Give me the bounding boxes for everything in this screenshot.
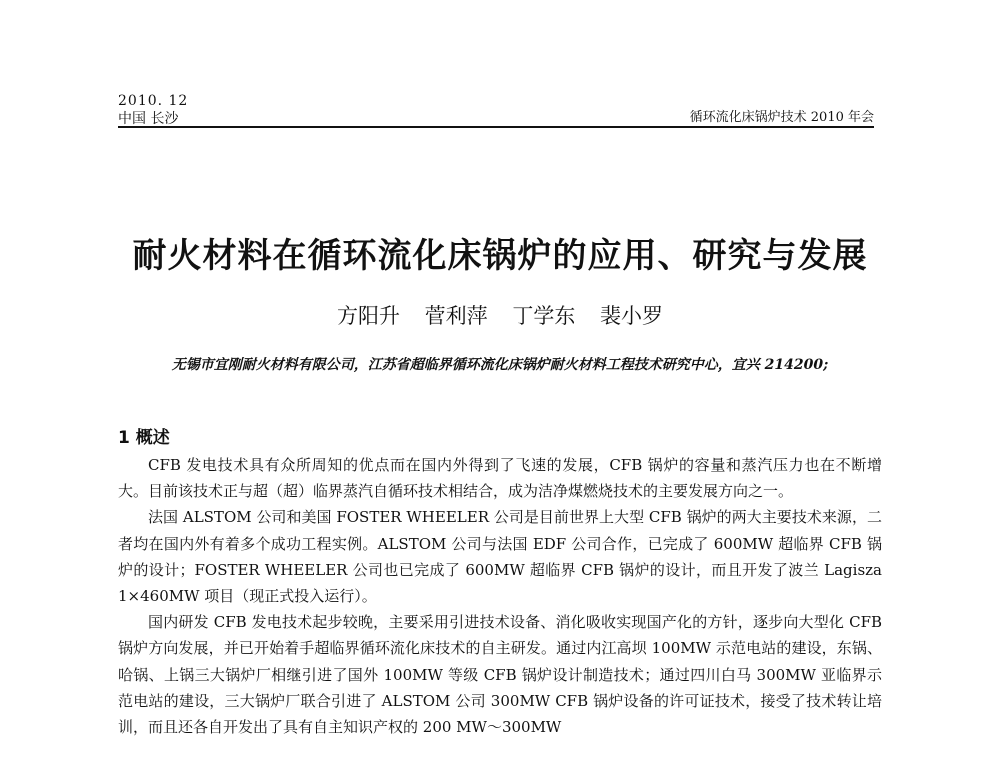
paragraph: CFB 发电技术具有众所周知的优点而在国内外得到了飞速的发展，CFB 锅炉的容量和蒸汽压力也在不断增大。目前该技术正与超（超）临界蒸汽自循环技术相结合，成为洁净煤燃烧技术的主要发展方向之一。 — [118, 456, 882, 501]
paragraph: 国内研发 CFB 发电技术起步较晚，主要采用引进技术设备、消化吸收实现国产化的方针，逐步向大型化 CFB 锅炉方向发展，并已开始着手超临界循环流化床技术的自主研发。通过内江高坝 100MW 示范电站的建设，东锅、哈锅、上锅三大锅炉厂相继引进了国外 100MW 等级 CFB 锅炉设计制造技术；通过四川白马 300MW 亚临界示范电站的建设，三大锅炉厂联合引进了 ALSTOM 公司 300MW CFB 锅炉设备的许可证技术，接受了技术转让培训，而且还各自开发出了具有自主知识产权的 200 MW～300MW — [118, 613, 882, 737]
paragraph: 法国 ALSTOM 公司和美国 FOSTER WHEELER 公司是目前世界上大型 CFB 锅炉的两大主要技术来源，二者均在国内外有着多个成功工程实例。ALSTOM 公司与法国 EDF 公司合作，已完成了 600MW 超临界 CFB 锅炉的设计；FOSTER WHEELER 公司也已完成了 600MW 超临界 CFB 锅炉的设计，而且开发了波兰 Lagisza 1×460MW 项目（现正式投入运行）。 — [118, 508, 882, 606]
header-conference: 循环流化床锅炉技术 2010 年会 — [689, 110, 874, 125]
header-location: 中国 长沙 — [118, 111, 179, 127]
header-rule — [118, 126, 874, 128]
section-heading: 1 概述 — [118, 428, 170, 448]
paper-authors: 方阳升 菅利萍 丁学东 裴小罗 — [336, 304, 664, 328]
header-date: 2010. 12 — [118, 93, 189, 109]
paper-title: 耐火材料在循环流化床锅炉的应用、研究与发展 — [132, 236, 868, 276]
header-left — [118, 92, 188, 128]
paper-affiliation: 无锡市宜刚耐火材料有限公司，江苏省超临界循环流化床锅炉耐火材料工程技术研究中心，宜兴 214200; — [171, 357, 829, 373]
body-text — [118, 452, 882, 740]
